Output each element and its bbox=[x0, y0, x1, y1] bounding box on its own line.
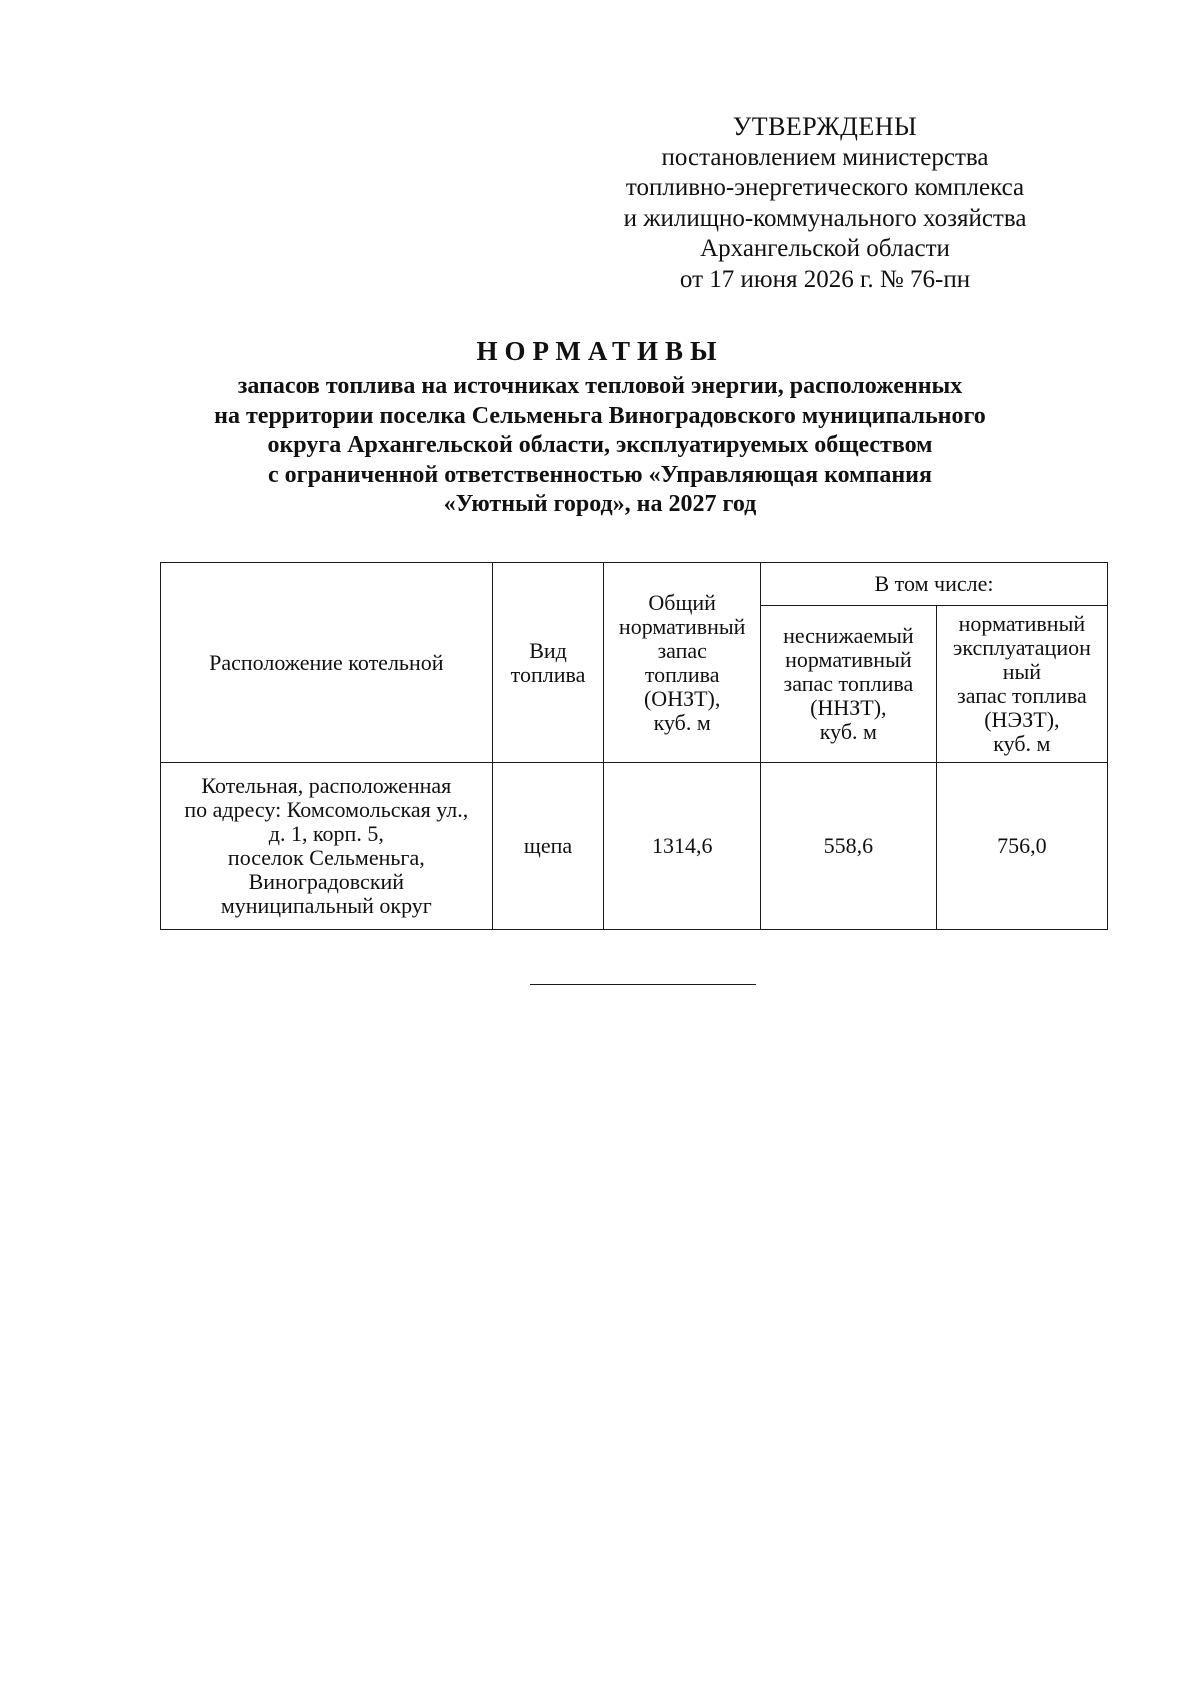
location-line: д. 1, корп. 5, bbox=[268, 821, 384, 846]
approval-line: топливно-энергетического комплекса bbox=[625, 174, 1025, 201]
approval-line: постановлением министерства bbox=[661, 143, 989, 171]
document-title: НОРМАТИВЫ bbox=[476, 336, 724, 366]
table-row bbox=[161, 763, 1108, 930]
approval-date-number: от 17 июня 2026 г. № 76-пн bbox=[679, 265, 971, 293]
header-including: В том числе: bbox=[760, 563, 1107, 606]
table-header-row bbox=[161, 563, 1108, 606]
location-line: поселок Сельменьга, bbox=[227, 845, 425, 870]
closing-divider-line bbox=[530, 984, 756, 985]
approval-title: УТВЕРЖДЕНЫ bbox=[732, 112, 918, 141]
cell-location bbox=[161, 763, 493, 930]
cell-fuel-type: щепа bbox=[492, 763, 604, 930]
location-line: Котельная, расположенная bbox=[201, 773, 452, 798]
subtitle-line: округа Архангельской области, эксплуатируемых обществом bbox=[267, 432, 933, 458]
header-fuel-type: Вид топлива bbox=[492, 563, 604, 763]
header-total-stock: Общий нормативный запас топлива (ОНЗТ), куб. м bbox=[604, 563, 761, 763]
subtitle-line: с ограниченной ответственностью «Управляющая компания bbox=[268, 461, 932, 488]
subtitle-line: на территории поселка Сельменьга Виноградовского муниципального bbox=[214, 402, 986, 429]
header-nezt: нормативный эксплуатацион ный запас топлива (НЭЗТ), куб. м bbox=[936, 606, 1107, 763]
header-nnzt: неснижаемый нормативный запас топлива (ННЗТ), куб. м bbox=[760, 606, 936, 763]
cell-nnzt: 558,6 bbox=[760, 763, 936, 930]
location-line: муниципальный округ bbox=[220, 893, 432, 918]
fuel-norms-table bbox=[160, 562, 1108, 930]
cell-total-stock: 1314,6 bbox=[604, 763, 761, 930]
location-line: Виноградовский bbox=[248, 869, 405, 894]
approval-line: Архангельской области bbox=[700, 235, 950, 262]
subtitle-line: запасов топлива на источниках тепловой энергии, расположенных bbox=[237, 373, 963, 399]
cell-nezt: 756,0 bbox=[936, 763, 1107, 930]
header-location: Расположение котельной bbox=[161, 563, 493, 763]
location-line: по адресу: Комсомольская ул., bbox=[184, 797, 469, 822]
subtitle-line: «Уютный город», на 2027 год bbox=[443, 491, 757, 517]
approval-block bbox=[560, 112, 1090, 295]
document-subtitle bbox=[150, 372, 1050, 520]
approval-line: и жилищно-коммунального хозяйства bbox=[623, 204, 1027, 232]
